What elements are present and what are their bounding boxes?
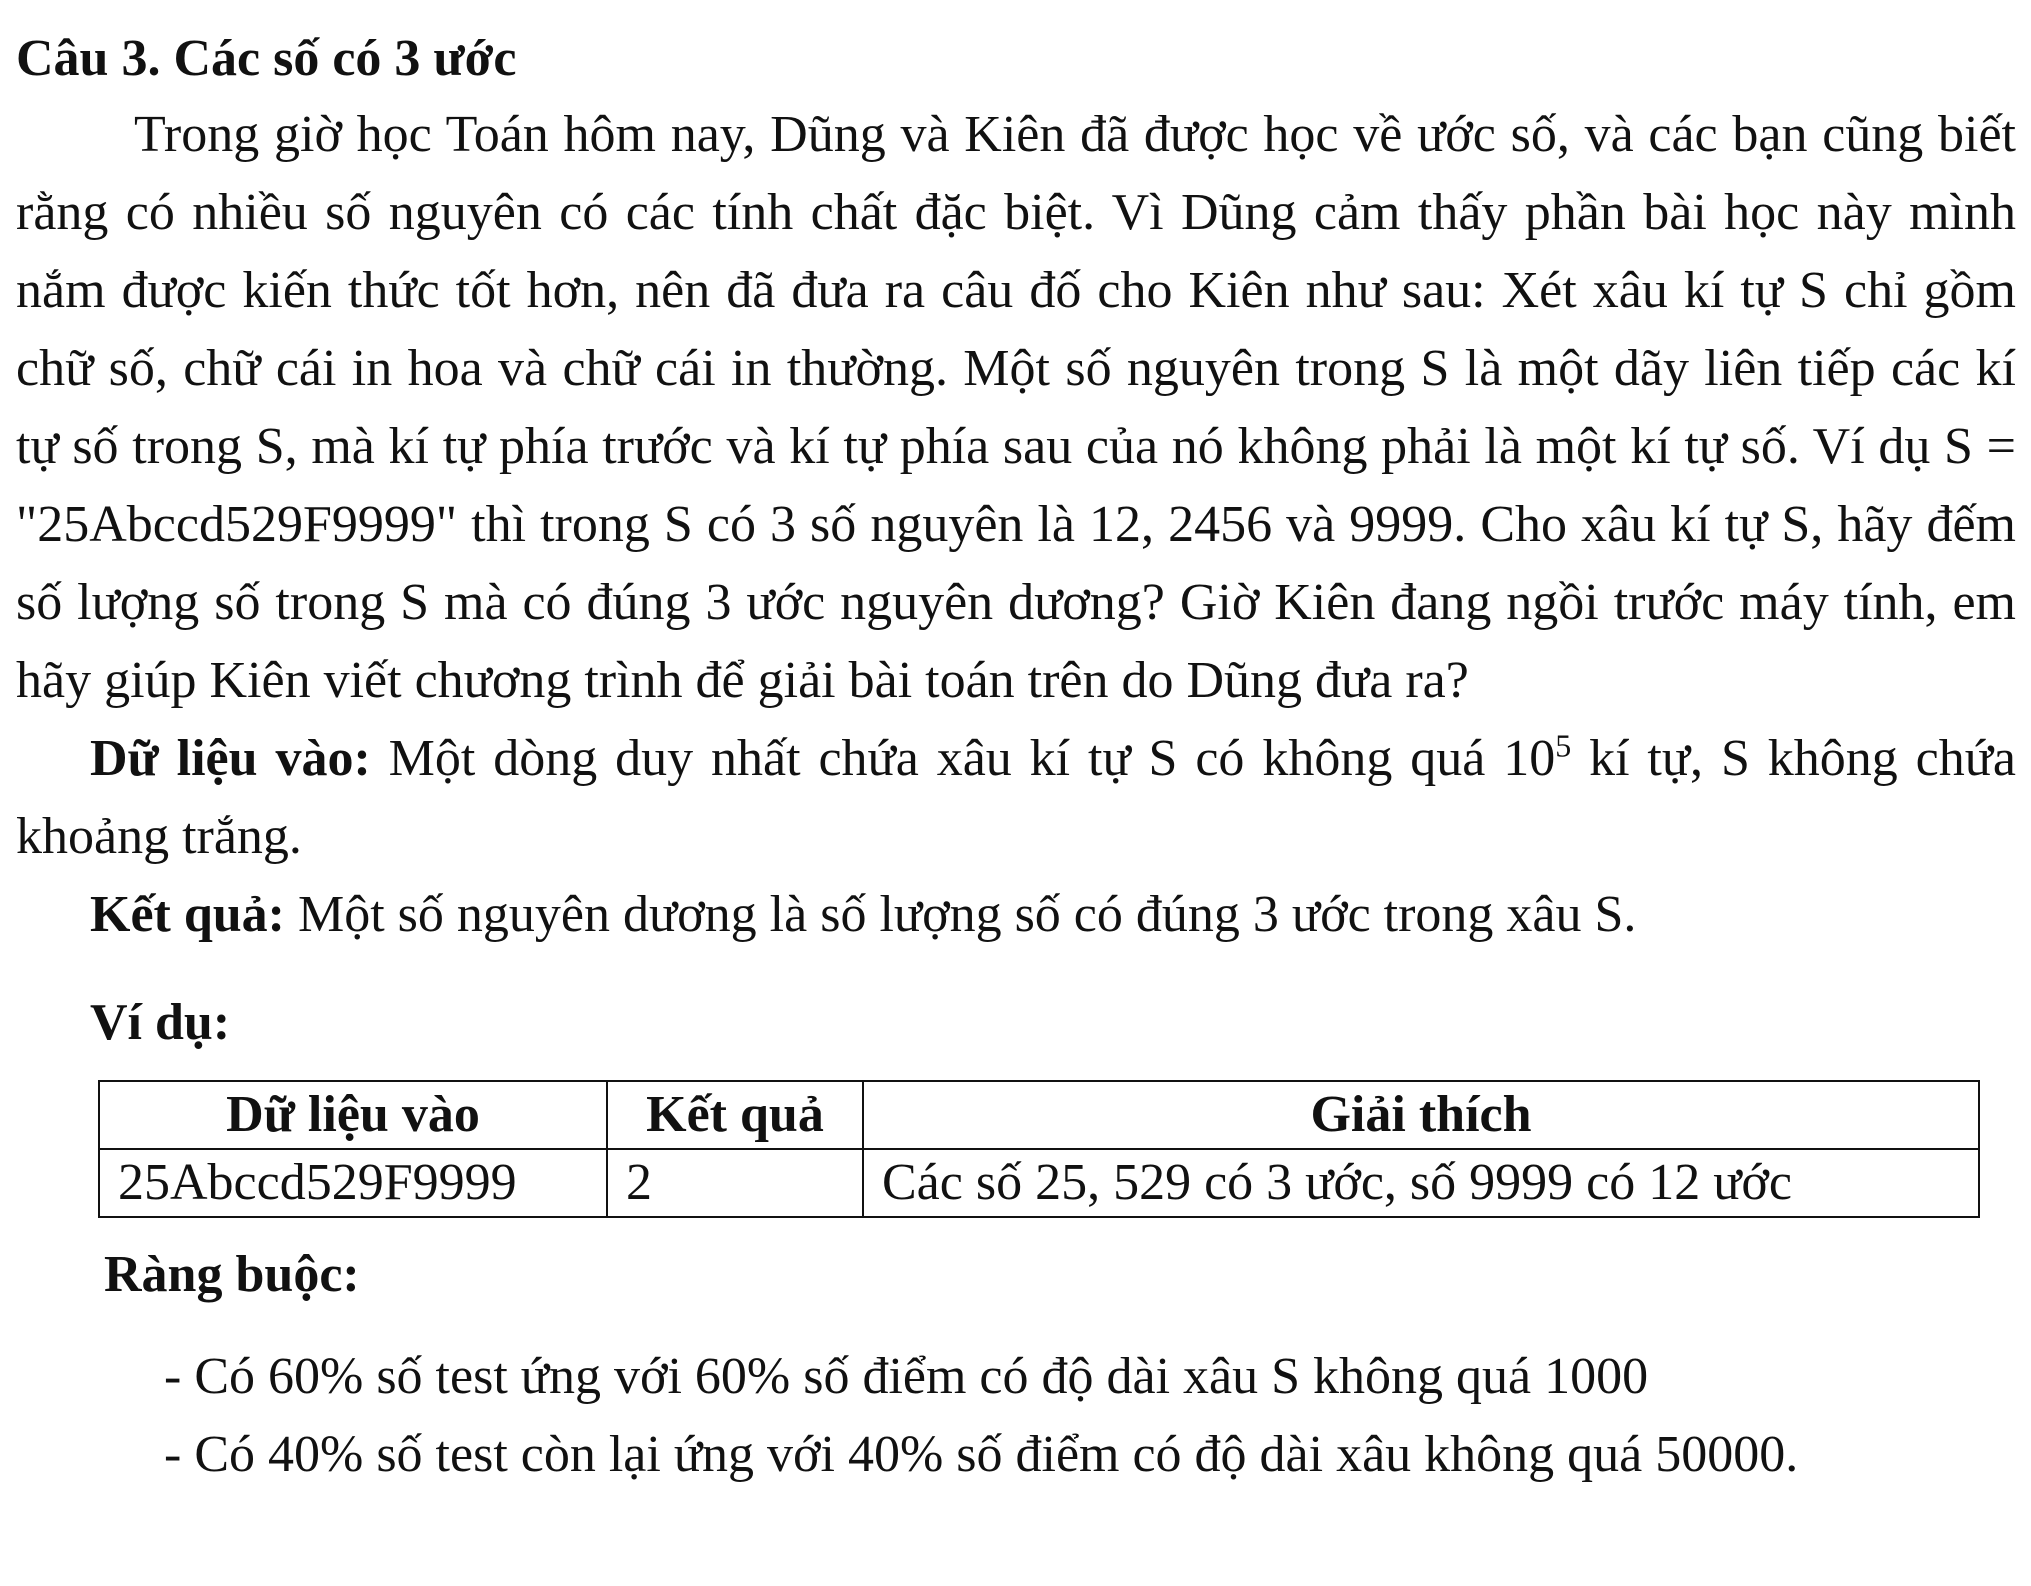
header-explanation: Giải thích [863, 1081, 1979, 1149]
table-header-row [99, 1081, 1979, 1149]
cell-input: 25Abccd529F9999 [99, 1149, 607, 1217]
example-table-wrapper [98, 1080, 2016, 1218]
example-table [98, 1080, 1980, 1218]
table-row [99, 1149, 1979, 1217]
constraints-heading: Ràng buộc: [104, 1246, 360, 1303]
constraint-item: - Có 40% số test còn lại ứng với 40% số điểm có độ dài xâu không quá 50000. [164, 1426, 1799, 1483]
input-spec [16, 720, 2016, 876]
output-label: Kết quả: [90, 886, 285, 943]
problem-document [16, 22, 2016, 1494]
cell-explanation: Các số 25, 529 có 3 ước, số 9999 có 12 ước [863, 1149, 1979, 1217]
input-label: Dữ liệu vào: [90, 730, 371, 787]
problem-title: Câu 3. Các số có 3 ước [16, 30, 517, 87]
input-exponent: 5 [1555, 727, 1572, 764]
input-text-before: Một dòng duy nhất chứa xâu kí tự S có không quá 10 [370, 730, 1556, 787]
constraints-list [16, 1338, 2016, 1494]
header-input: Dữ liệu vào [99, 1081, 607, 1149]
input-text-after: kí tự, S không chứa khoảng trắng. [16, 730, 2017, 865]
cell-output: 2 [607, 1149, 863, 1217]
example-heading: Ví dụ: [90, 994, 231, 1051]
header-output: Kết quả [607, 1081, 863, 1149]
constraint-item: - Có 60% số test ứng với 60% số điểm có độ dài xâu S không quá 1000 [164, 1348, 1649, 1405]
problem-statement: Trong giờ học Toán hôm nay, Dũng và Kiên đã được học về ước số, và các bạn cũng biết rằng có nhiều số nguyên có các tính chất đặc biệt. Vì Dũng cảm thấy phần bài học này mình nắm được kiến thức tốt hơn, nên đã đưa ra câu đố cho Kiên như sau: Xét xâu kí tự S chỉ gồm chữ số, chữ cái in hoa và chữ cái in thường. Một số nguyên trong S là một dãy liên tiếp các kí tự số trong S, mà kí tự phía trước và kí tự phía sau của nó không phải là một kí tự số. Ví dụ S = "25Abccd529F9999" thì trong S có 3 số nguyên là 12, 2456 và 9999. Cho xâu kí tự S, hãy đếm số lượng số trong S mà có đúng 3 ước nguyên dương? Giờ Kiên đang ngồi trước máy tính, em hãy giúp Kiên viết chương trình để giải bài toán trên do Dũng đưa ra? [16, 106, 2016, 709]
output-text: Một số nguyên dương là số lượng số có đúng 3 ước trong xâu S. [285, 886, 1637, 943]
output-spec [16, 876, 2016, 954]
